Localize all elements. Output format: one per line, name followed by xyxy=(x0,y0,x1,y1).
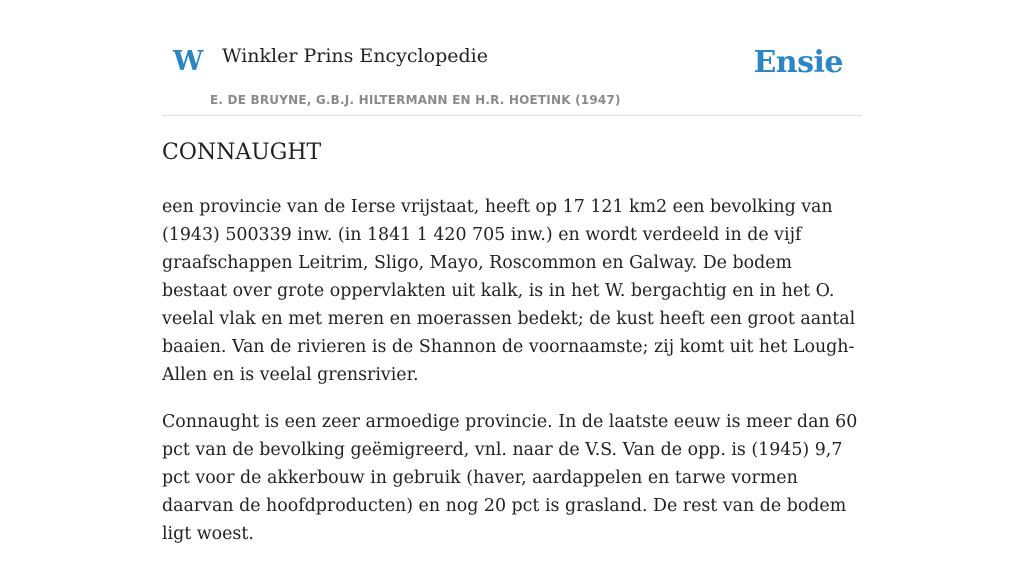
winkler-prins-logo[interactable]: W xyxy=(173,46,204,77)
article-body xyxy=(162,193,862,567)
article-paragraph: een provincie van de Ierse vrijstaat, heeft op 17 121 km2 een bevolking van (1943) 500339 inw. (in 1841 1 420 705 inw.) en wordt verdeeld in de vijf graafschappen Leitrim, Sligo, Mayo, Roscommon en Galway. De bodem bestaat over grote oppervlakten uit kalk, is in het W. bergachtig en in het O. veelal vlak en met meren en moerassen bedekt; de kust heeft een groot aantal baaien. Van de rivieren is de Shannon de voornaamste; zij komt uit het Lough-Allen en is veelal grensrivier. xyxy=(162,197,856,385)
encyclopedia-title[interactable]: Winkler Prins Encyclopedie xyxy=(222,45,488,67)
ensie-brand-logo[interactable]: Ensie xyxy=(753,45,843,80)
header xyxy=(162,0,862,116)
content-container xyxy=(162,0,862,544)
authors-line: E. DE BRUYNE, G.B.J. HILTERMANN EN H.R. HOETINK (1947) xyxy=(210,93,621,107)
article-paragraph: Connaught is een zeer armoedige provincie. In de laatste eeuw is meer dan 60 pct van de bevolking geëmigreerd, vnl. naar de V.S. Van de opp. is (1945) 9,7 pct voor de akkerbouw in gebruik (haver, aardappelen en tarwe vormen daarvan de hoofdproducten) en nog 20 pct is grasland. De rest van de bodem ligt woest. xyxy=(162,412,858,544)
article-title: CONNAUGHT xyxy=(162,140,322,165)
